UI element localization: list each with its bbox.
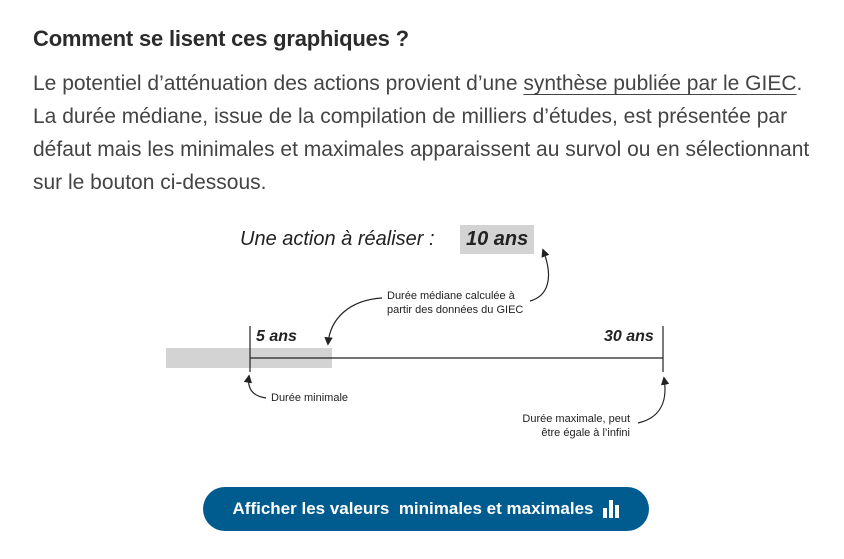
max-note-line2: être égale à l’infini bbox=[541, 427, 630, 439]
min-note-arrow bbox=[249, 376, 266, 398]
max-note-arrow bbox=[638, 378, 665, 423]
giec-synthesis-link[interactable]: synthèse publiée par le GIEC bbox=[523, 72, 797, 95]
action-label: Une action à réaliser : bbox=[240, 228, 435, 250]
median-note-line2: partir des données du GIEC bbox=[387, 304, 524, 316]
show-min-max-button-label: Afficher les valeurs minimales et maximales bbox=[232, 499, 594, 518]
min-note: Durée minimale bbox=[271, 392, 349, 404]
max-duration-label: 30 ans bbox=[604, 328, 654, 345]
section-title: Comment se lisent ces graphiques ? bbox=[33, 26, 409, 51]
action-value-badge: 10 ans bbox=[460, 225, 534, 254]
action-value-arrow bbox=[530, 250, 549, 301]
median-note-line1: Durée médiane calculée à bbox=[387, 290, 515, 302]
intro-text-after: . La durée médiane, issue de la compilation de milliers d’études, est présentée par défaut mais les minimales et maximales apparaissent au survol ou en sélectionnant sur le bouton ci-dessous. bbox=[33, 72, 810, 194]
median-note bbox=[387, 289, 523, 317]
median-note-arrow bbox=[328, 298, 382, 344]
show-min-max-button[interactable] bbox=[203, 487, 649, 531]
intro-text-before: Le potentiel d’atténuation des actions provient d’une bbox=[33, 72, 524, 95]
min-duration-label: 5 ans bbox=[256, 328, 297, 345]
max-note-line1: Durée maximale, peut bbox=[522, 413, 630, 425]
max-note bbox=[488, 412, 630, 440]
bar-chart-icon bbox=[603, 500, 619, 518]
